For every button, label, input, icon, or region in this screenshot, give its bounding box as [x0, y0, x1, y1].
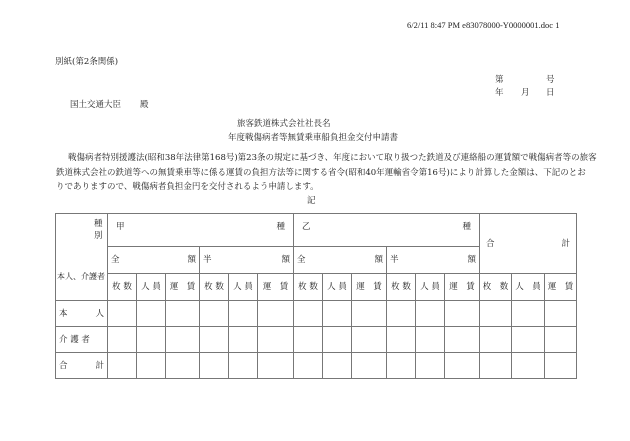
- input-cell[interactable]: [108, 327, 137, 353]
- table-row: [56, 301, 577, 327]
- input-cell[interactable]: [387, 327, 416, 353]
- column-header: 運 賃: [258, 274, 294, 301]
- column-header: 運 賃: [445, 274, 480, 301]
- input-cell[interactable]: [323, 301, 352, 327]
- input-cell[interactable]: [323, 353, 352, 379]
- input-cell[interactable]: [545, 327, 577, 353]
- column-header: 枚 数: [108, 274, 137, 301]
- input-cell[interactable]: [352, 301, 387, 327]
- input-cell[interactable]: [512, 353, 545, 379]
- input-cell[interactable]: [200, 327, 229, 353]
- addressee-name: 国土交通大臣: [70, 100, 122, 110]
- input-cell[interactable]: [137, 327, 166, 353]
- input-cell[interactable]: [108, 301, 137, 327]
- date-day: 日: [546, 88, 555, 98]
- input-cell[interactable]: [545, 353, 577, 379]
- input-cell[interactable]: [445, 353, 480, 379]
- input-cell[interactable]: [445, 301, 480, 327]
- input-cell[interactable]: [258, 327, 294, 353]
- table-row: [56, 327, 577, 353]
- column-header: 人 員: [416, 274, 445, 301]
- column-header: 運 賃: [166, 274, 200, 301]
- subgroup-full: 全 額: [108, 247, 200, 274]
- column-header: 枚 数: [200, 274, 229, 301]
- input-cell[interactable]: [416, 327, 445, 353]
- input-cell[interactable]: [166, 353, 200, 379]
- annex-label: 別紙(第2条関係): [55, 57, 119, 67]
- input-cell[interactable]: [229, 353, 258, 379]
- column-header: 人 員: [512, 274, 545, 301]
- input-cell[interactable]: [137, 301, 166, 327]
- date-year: 年: [495, 88, 504, 98]
- input-cell[interactable]: [200, 353, 229, 379]
- row-label: 介 護 者: [56, 327, 108, 353]
- input-cell[interactable]: [416, 353, 445, 379]
- date-month: 月: [521, 88, 530, 98]
- ki-label: 記: [307, 196, 316, 206]
- person-label: 本人、介護者: [57, 272, 105, 281]
- input-cell[interactable]: [200, 301, 229, 327]
- column-header: 運 賃: [545, 274, 577, 301]
- input-cell[interactable]: [258, 353, 294, 379]
- input-cell[interactable]: [352, 353, 387, 379]
- column-header: 枚 数: [387, 274, 416, 301]
- input-cell[interactable]: [258, 301, 294, 327]
- fare-table: [55, 213, 577, 379]
- type-label: 種 別: [94, 219, 112, 241]
- input-cell[interactable]: [294, 353, 323, 379]
- number-go: 号: [546, 75, 555, 85]
- addressee-honorific: 殿: [140, 100, 149, 110]
- body-line: 戦傷病者特別援護法(昭和38年法律第168号)第23条の規定に基づき、年度において取り扱つた鉄道及び連絡船の運賃額で戦傷病者等の旅客: [68, 153, 597, 163]
- input-cell[interactable]: [137, 353, 166, 379]
- input-cell[interactable]: [480, 353, 512, 379]
- input-cell[interactable]: [387, 353, 416, 379]
- input-cell[interactable]: [352, 327, 387, 353]
- input-cell[interactable]: [166, 327, 200, 353]
- subgroup-full: 全 額: [294, 247, 387, 274]
- input-cell[interactable]: [480, 301, 512, 327]
- sender-name: 旅客鉄道株式会社社長名: [237, 119, 331, 129]
- input-cell[interactable]: [416, 301, 445, 327]
- input-cell[interactable]: [108, 353, 137, 379]
- input-cell[interactable]: [512, 301, 545, 327]
- group-total: 合 計: [480, 214, 577, 274]
- group-kou: 甲 種: [108, 214, 294, 247]
- body-line: りでありますので、戦傷病者負担金円を交付されるよう申請します。: [56, 182, 319, 192]
- row-label: 合 計: [56, 353, 108, 379]
- column-header: 枚 数: [480, 274, 512, 301]
- input-cell[interactable]: [166, 301, 200, 327]
- input-cell[interactable]: [229, 327, 258, 353]
- input-cell[interactable]: [294, 327, 323, 353]
- page-header: 6/2/11 8:47 PM e83078000-Y0000001.doc 1: [407, 20, 560, 30]
- input-cell[interactable]: [323, 327, 352, 353]
- subgroup-half: 半 額: [200, 247, 294, 274]
- column-header: 人 員: [229, 274, 258, 301]
- group-otsu: 乙 種: [294, 214, 480, 247]
- input-cell[interactable]: [229, 301, 258, 327]
- table-row: [56, 353, 577, 379]
- document-title: 年度戦傷病者等無賃乗車船負担金交付申請書: [228, 133, 399, 143]
- column-header: 人 員: [323, 274, 352, 301]
- subgroup-half: 半 額: [387, 247, 480, 274]
- column-header: 人 員: [137, 274, 166, 301]
- input-cell[interactable]: [294, 301, 323, 327]
- input-cell[interactable]: [387, 301, 416, 327]
- column-header: 運 賃: [352, 274, 387, 301]
- body-line: 鉄道株式会社の鉄道等への無賃乗車等に係る運賃の負担方法等に関する省令(昭和40年運輸省令第16号)により計算した金額は、下記のとお: [56, 168, 586, 178]
- input-cell[interactable]: [480, 327, 512, 353]
- input-cell[interactable]: [445, 327, 480, 353]
- input-cell[interactable]: [545, 301, 577, 327]
- row-label: 本 人: [56, 301, 108, 327]
- number-dai: 第: [495, 75, 504, 85]
- input-cell[interactable]: [512, 327, 545, 353]
- corner-header: [56, 214, 112, 301]
- column-header: 枚 数: [294, 274, 323, 301]
